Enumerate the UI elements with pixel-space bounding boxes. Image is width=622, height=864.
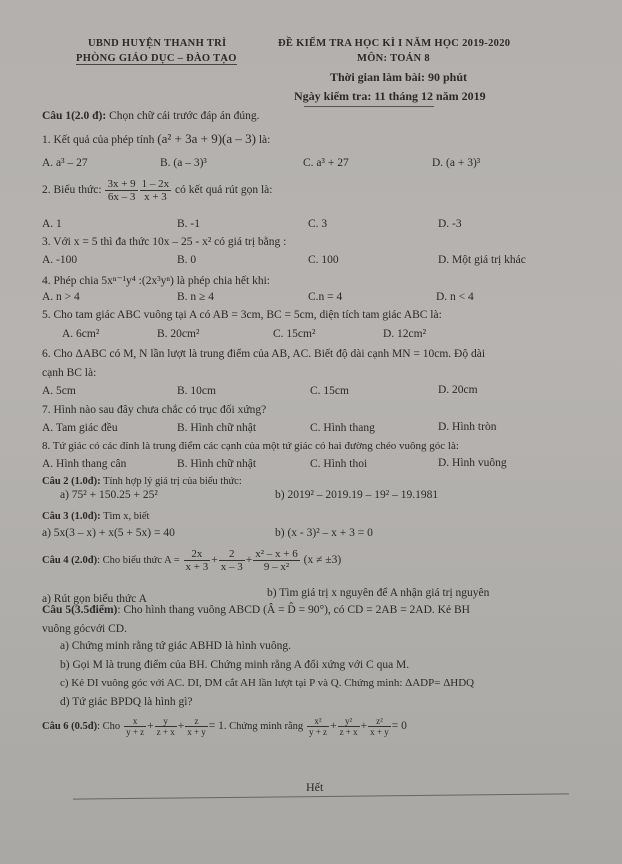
q4-part-b: b) Tìm giá trị x nguyên để A nhận giá trị nguyên (267, 587, 490, 599)
q1-item8-option-d: D. Hình vuông (438, 457, 507, 469)
q1-item1-option-d: D. (a + 3)³ (432, 157, 481, 169)
fraction-denominator: x + 3 (144, 191, 167, 203)
q6-prove-fraction-1 (307, 716, 329, 737)
fraction-numerator: y² (338, 716, 360, 727)
q1-item8-option-b: B. Hình chữ nhật (177, 458, 257, 470)
q1-item5-option-c: C. 15cm² (273, 328, 316, 340)
q2-part-a: a) 75² + 150.25 + 25² (60, 489, 158, 501)
q1-item6-option-c: C. 15cm (310, 385, 349, 397)
q2-prompt: Tính hợp lý giá trị của biểu thức: (103, 476, 242, 487)
q1-item7-option-d: D. Hình tròn (438, 421, 497, 433)
q5-label: Câu 5(3.5điểm) (42, 604, 118, 616)
q1-item4-option-d: D. n < 4 (436, 291, 474, 303)
q1-item2-option-b: B. -1 (177, 218, 200, 230)
q5-prompt-line2: vuông gócvới CD. (42, 623, 127, 635)
q6-prove-text: . Chứng minh rằng (223, 721, 304, 733)
q6-given-fraction-1 (124, 716, 146, 737)
fraction-numerator: y (155, 716, 177, 727)
q2-label: Câu 2 (1.0đ): (42, 476, 101, 487)
q5-part-d: d) Tứ giác BPDQ là hình gì? (60, 696, 193, 708)
q1-item2-option-d: D. -3 (438, 218, 462, 230)
fraction-denominator: 9 – x² (263, 561, 290, 573)
q1-item8-option-c: C. Hình thoi (310, 458, 368, 470)
fraction-denominator: y + z (126, 727, 145, 737)
q1-item3-option-c: C. 100 (308, 254, 339, 266)
fraction-numerator: z² (368, 716, 391, 727)
header-subject: MÔN: TOÁN 8 (357, 53, 430, 64)
q1-item3-stem: 3. Với x = 5 thì đa thức 10x – 25 - x² có giá trị bằng : (42, 236, 287, 248)
fraction-denominator: z + x (156, 727, 175, 737)
fraction-denominator: 6x – 3 (107, 191, 136, 203)
q1-item4-option-c: C.n = 4 (308, 291, 343, 303)
q6-label: Câu 6 (0.5đ) (42, 721, 98, 733)
q6-given-fraction-3 (185, 716, 208, 737)
q1-item1-option-c: C. a³ + 27 (303, 157, 349, 169)
q3-prompt: Tìm x, biết (103, 511, 150, 522)
q4-condition: (x ≠ ±3) (303, 554, 342, 567)
q2-heading (42, 476, 242, 487)
q1-item6-option-b: B. 10cm (177, 385, 216, 397)
q1-prompt: Chọn chữ cái trước đáp án đúng. (109, 110, 260, 122)
q4-fraction-2 (219, 548, 245, 573)
q1-item1-stem-text: 1. Kết quả của phép tính (42, 134, 155, 146)
fraction-numerator: 2x (184, 548, 211, 561)
q3-label: Câu 3 (1.0đ): (42, 511, 101, 522)
q4-prompt: : Cho biểu thức A = (97, 555, 180, 567)
q5-part-c: c) Kẻ DI vuông góc với AC. DI, DM cắt AH lần lượt tại P và Q. Chứng minh: ΔADP= ΔHDQ (60, 677, 475, 689)
q4-fraction-3 (253, 548, 300, 573)
q1-item5-option-d: D. 12cm² (383, 328, 427, 340)
q1-label: Câu 1(2.0 đ): (42, 110, 107, 122)
q1-item6-stem-line1: 6. Cho ΔABC có M, N lần lượt là trung điểm của AB, AC. Biết độ dài cạnh MN = 10cm. Độ dài (42, 348, 486, 360)
q1-item7-option-b: B. Hình chữ nhật (177, 422, 257, 434)
fraction-numerator: 2 (219, 548, 245, 561)
end-marker: Hết (306, 780, 324, 794)
q1-item6-option-a: A. 5cm (42, 385, 76, 397)
header-exam-date (294, 89, 486, 104)
q1-item4-option-b: B. n ≥ 4 (177, 291, 214, 303)
q1-item5-option-b: B. 20cm² (157, 328, 200, 340)
header-duration: Thời gian làm bài: 90 phút (330, 70, 468, 84)
header-date-underline (304, 106, 434, 107)
header-department-text: PHÒNG GIÁO DỤC – ĐÀO TẠO (76, 53, 237, 64)
q6-heading: Câu 6 (0.5đ): Cho $\frac{x}{y + z}$ + $\frac{y}{z + x}$ + $\frac{z}{x + y}$ = 1. Chứng minh rằng $\frac{\text{x²}}{y + z}$ + $\frac{\text{y²}}{z + x}$ + $\frac{\text{z²}}{x + y}$ = 0 (42, 716, 407, 737)
fraction-denominator: x + y (187, 727, 206, 737)
fraction-denominator: x + 3 (185, 561, 209, 573)
q1-item5-stem: 5. Cho tam giác ABC vuông tại A có AB = 3cm, BC = 5cm, diện tích tam giác ABC là: (42, 309, 442, 321)
q4-fraction-1 (184, 548, 211, 573)
header-district: UBND HUYỆN THANH TRÌ (88, 38, 227, 49)
fraction-numerator: x² (307, 716, 329, 727)
q1-item7-stem: 7. Hình nào sau đây chưa chắc có trục đối xứng? (42, 404, 267, 416)
q4-part-a: a) Rút gọn biểu thức A (42, 593, 147, 605)
q3-part-b: b) (x - 3)² – x + 3 = 0 (275, 527, 373, 539)
q5-heading (42, 604, 470, 616)
q1-item4-stem: 4. Phép chia 5xⁿ⁻¹y⁴ :(2x³yⁿ) là phép chia hết khi: (42, 275, 270, 287)
q1-item1-stem (42, 131, 270, 147)
q1-item1-option-b: B. (a – 3)³ (160, 157, 207, 169)
q1-item2-fraction-1 (105, 178, 137, 203)
header-exam-date-text: Ngày kiểm tra: 11 tháng 12 năm 2019 (294, 89, 486, 103)
q1-item1-option-a: A. a³ – 27 (42, 157, 88, 169)
fraction-numerator: x (124, 716, 146, 727)
q1-item4-option-a: A. n > 4 (42, 291, 80, 303)
fraction-denominator: z + x (339, 727, 358, 737)
q6-prompt: : Cho (97, 721, 121, 733)
q1-heading (42, 110, 260, 122)
header-exam-title: ĐỀ KIỂM TRA HỌC KÌ I NĂM HỌC 2019-2020 (278, 38, 511, 49)
q1-item3-option-a: A. -100 (42, 254, 78, 266)
q1-item6-option-d: D. 20cm (438, 384, 478, 396)
fraction-numerator: 1 – 2x (141, 178, 170, 190)
fraction-denominator: x + y (370, 727, 389, 737)
q5-part-b: b) Gọi M là trung điểm của BH. Chứng minh rằng A đối xứng với C qua M. (60, 659, 410, 671)
q1-item3-option-b: B. 0 (177, 254, 197, 266)
q1-item1-stem-post: là: (258, 134, 271, 146)
q5-prompt: : Cho hình thang vuông ABCD (Â = D̂ = 90°), có CD = 2AB = 2AD. Kẻ BH (117, 604, 470, 616)
q1-item2-stem (42, 178, 272, 203)
q4-label: Câu 4 (2.0đ) (42, 555, 98, 567)
q6-equals-one: = 1 (208, 720, 224, 733)
q6-prove-fraction-3 (368, 716, 391, 737)
q4-heading: Câu 4 (2.0đ): Cho biểu thức A = $\frac{2x}{x + 3}$ + $\frac{2}{x - 3}$ + $\frac{\text{x² – x + 6}}{\text{9 – x²}}$ (x ≠ ±3) (42, 548, 342, 573)
q1-item8-option-a: A. Hình thang cân (42, 458, 127, 470)
q1-item2-stem-text: 2. Biểu thức: (42, 184, 102, 197)
q6-prove-fraction-2 (338, 716, 360, 737)
q1-item2-option-c: C. 3 (308, 218, 328, 230)
q1-item2-option-a: A. 1 (42, 218, 62, 230)
fraction-numerator: 3x + 9 (107, 178, 136, 190)
q2-part-b: b) 2019² – 2019.19 – 19² – 19.1981 (275, 489, 439, 501)
q1-item7-option-c: C. Hình thang (310, 422, 375, 434)
fraction-denominator: y + z (308, 727, 328, 737)
q6-equals-zero: = 0 (391, 720, 407, 733)
header-department (76, 53, 237, 64)
q5-part-a: a) Chứng minh rằng tứ giác ABHD là hình vuông. (60, 640, 291, 652)
q6-given-fraction-2 (155, 716, 177, 737)
q1-item5-option-a: A. 6cm² (62, 328, 100, 340)
q1-item6-stem-line2: cạnh BC là: (42, 367, 97, 379)
fraction-numerator: x² – x + 6 (255, 548, 298, 560)
q1-item2-stem-post: có kết quả rút gọn là: (175, 184, 273, 197)
fraction-denominator: x – 3 (220, 561, 243, 573)
q1-item2-fraction-2 (140, 178, 172, 203)
q3-part-a: a) 5x(3 – x) + x(5 + 5x) = 40 (42, 527, 175, 539)
q1-item1-math: (a² + 3a + 9)(a – 3) (157, 131, 256, 146)
q3-heading (42, 511, 149, 522)
q1-item8-stem: 8. Tứ giác có các đỉnh là trung điểm các cạnh của một tứ giác có hai đường chéo vuông góc là: (42, 440, 459, 452)
fraction-numerator: z (185, 716, 208, 727)
q1-item7-option-a: A. Tam giác đều (42, 422, 118, 434)
q1-item3-option-d: D. Một giá trị khác (438, 254, 526, 266)
